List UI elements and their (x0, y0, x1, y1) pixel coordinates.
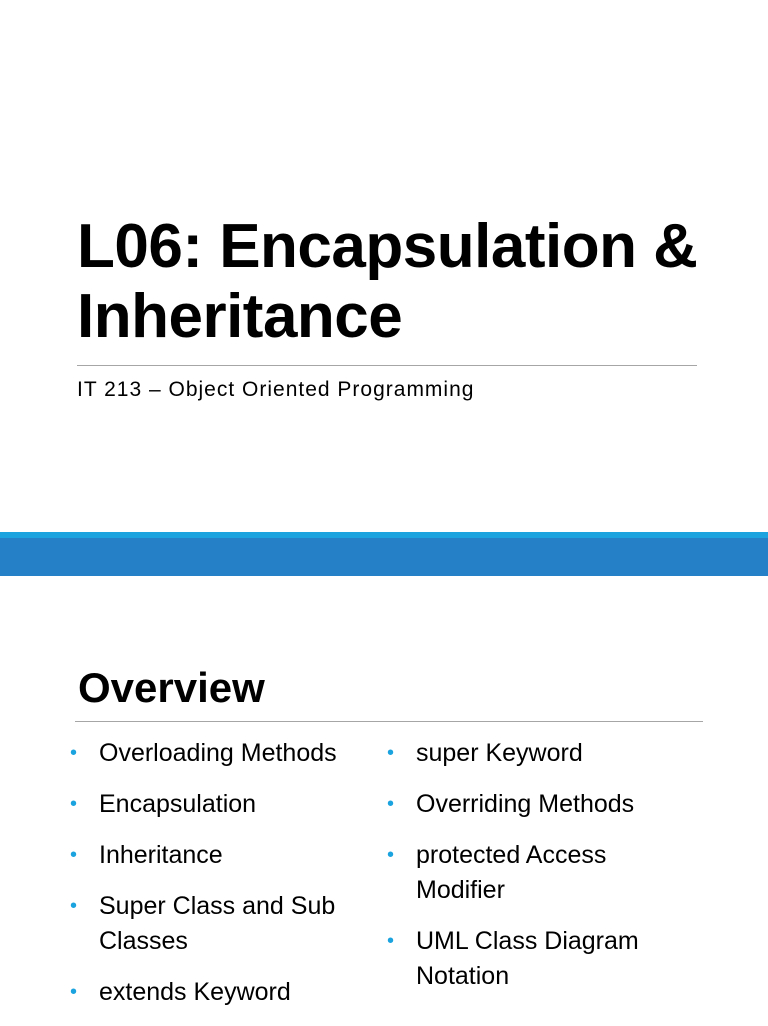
list-item-text: super Keyword (416, 739, 583, 767)
list-item (70, 889, 360, 959)
overview-list-right (387, 736, 697, 1010)
bullet-icon: • (387, 742, 395, 764)
bullet-icon: • (387, 793, 395, 815)
list-item-text: Super Class and Sub Classes (99, 892, 336, 955)
overview-heading: Overview (78, 664, 265, 711)
list-item (70, 736, 360, 771)
overview-list-left (70, 736, 360, 1026)
slide-separator-bar (0, 538, 768, 576)
list-item (70, 975, 360, 1010)
bullet-icon: • (387, 844, 395, 866)
list-item (70, 838, 360, 873)
title-divider (77, 365, 697, 366)
list-item-text: protected Access Modifier (416, 841, 607, 904)
bullet-icon: • (70, 895, 78, 917)
bullet-icon: • (70, 844, 78, 866)
slide-subtitle: IT 213 – Object Oriented Programming (77, 378, 475, 401)
slide-title (77, 212, 737, 352)
list-item-text: Inheritance (99, 841, 223, 869)
list-item-text: Overriding Methods (416, 790, 635, 818)
list-item-text: Encapsulation (99, 790, 257, 818)
list-item (387, 924, 697, 994)
list-item (387, 736, 697, 771)
list-item-text: Overloading Methods (99, 739, 337, 767)
overview-divider (75, 721, 703, 722)
slide-title-line-1: L06: Encapsulation & (77, 212, 698, 281)
bullet-icon: • (70, 742, 78, 764)
bullet-icon: • (387, 930, 395, 952)
list-item (387, 838, 697, 908)
list-item (70, 787, 360, 822)
slide-title-line-2: Inheritance (77, 282, 403, 351)
bullet-icon: • (70, 793, 78, 815)
list-item-text: UML Class Diagram Notation (416, 927, 639, 990)
list-item (387, 787, 697, 822)
list-item-text: extends Keyword (99, 978, 291, 1006)
bullet-icon: • (70, 981, 78, 1003)
overview-slide (0, 576, 768, 1024)
